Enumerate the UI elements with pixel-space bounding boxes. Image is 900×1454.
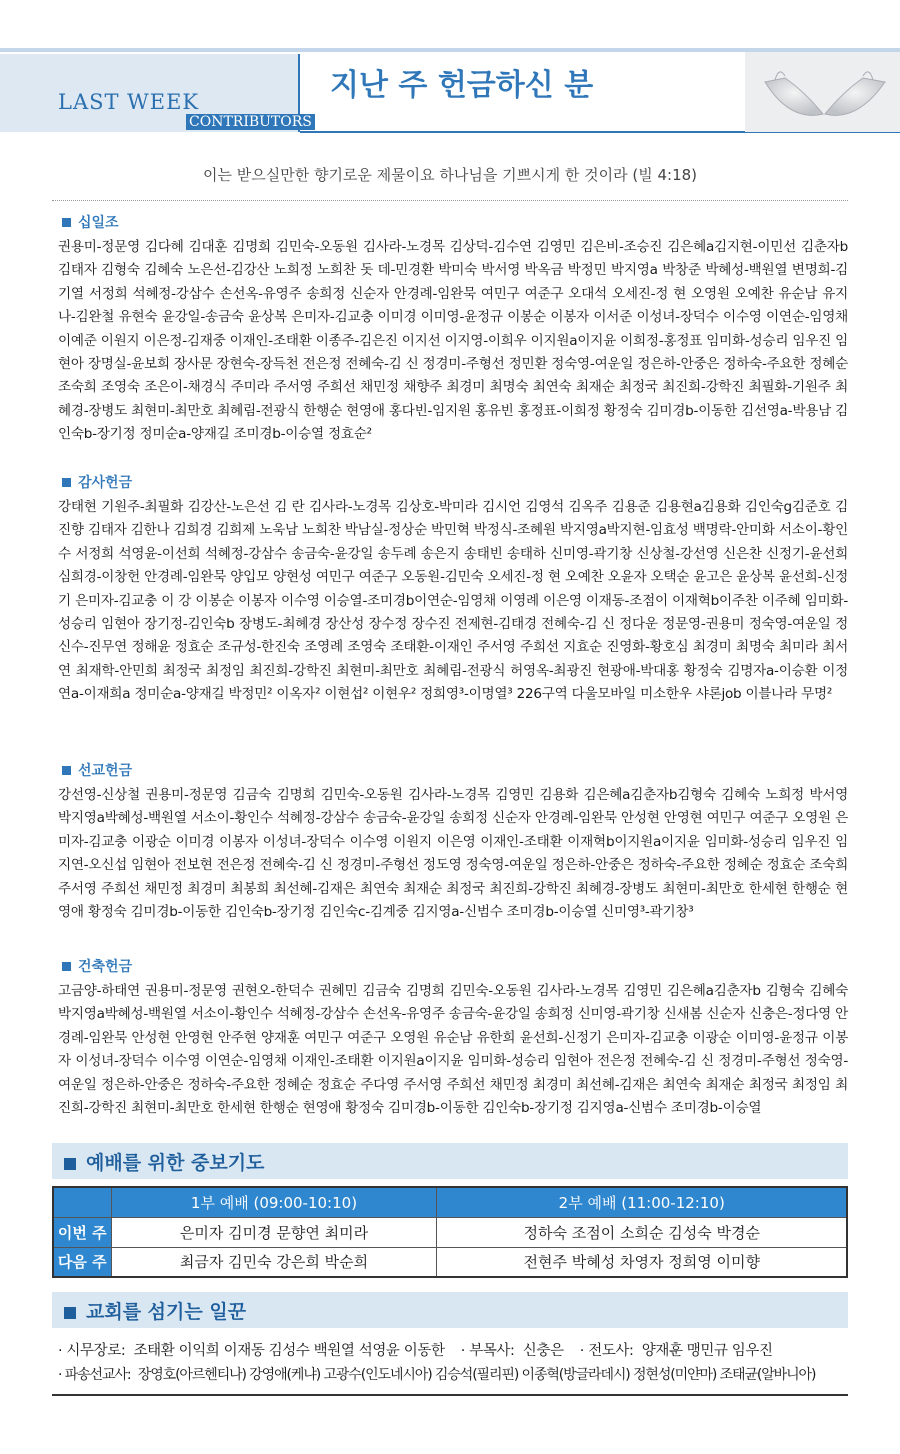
section-title-text: 선교헌금 <box>78 763 133 779</box>
contributor-list: 고금양-하태연 권용미-정문영 권현오-한덕수 권혜민 김금숙 김명희 김민숙-오동원 김사라-노경목 김영민 김은혜a김춘자b 김형숙 김혜숙 박지영a박혜성-백원열 서소이-황인수 석혜정-강삼수 손선옥-유영주 송금숙-윤강일 송희정 신미영-곽기창 신새봄 신순자 신충은-정다영 안경례-임완묵 안성현 안영현 안주현 양재훈 여민구 여준구 오영원 유순남 유한희 윤선희-신정기 은미자-김교충 이광순 이미영-윤정규 이봉자 이성녀-장덕수 이수영 이연순-임영채 이재인-조태환 이지원a이지윤 임미화-성승리 임현아 전은정 전혜숙-김 신 정경미-주형선 정숙영-여운일 정은하-안중은 정하숙-주요한 정혜순 정효순 주다영 주서영 주희선 채민정 최경미 최선혜-김재은 최연숙 최재순 최정국 최정임 최진희-강학진 최현미-최만호 한세현 한행순 현영애 황정숙 김미경b-이동한 김인숙b-장기정 김지영a-신범수 조미경b-이승열 <box>58 983 848 1117</box>
bottom-divider <box>52 1394 848 1396</box>
evangelist-label: · 전도사: <box>579 1343 634 1359</box>
contributor-list: 강선영-신상철 권용미-정문영 김금숙 김명희 김민숙-오동원 김사라-노경목 김영민 김용화 김은혜a김춘자b김형숙 김혜숙 노희정 박서영 박지영a박혜성-백원열 서소이-황인수 석혜정-강삼수 송금숙-윤강일 송희정 신순자 안경례-임완묵 안성현 안영현 여민구 여준구 오영원 은미자-김교충 이광순 이미경 이봉자 이성녀-장덕수 이수영 이원지 이은영 이재인-조태환 이재혁b이지원a이지윤 임미화-성승리 임우진 임지연-오신섭 임현아 전보현 전은정 전혜숙-김 신 정경미-주형선 정도영 정숙영-여운일 정은하-안중은 정하숙-주요한 정혜순 정효순 조숙희 주서영 주희선 채민정 최경미 최봉희 최선혜-김재은 최연숙 최재순 최정국 최진희-강학진 최혜경-장병도 최현미-최만호 한세현 한행순 현영애 황정숙 김미경b-이동한 김인숙b-장기정 김인숙c-김계중 김지영a-신범수 조미경b-이승열 신미영³-곽기창³ <box>58 787 848 921</box>
section-title <box>58 760 848 780</box>
contributors-label: CONTRIBUTORS <box>186 114 315 130</box>
evangelist-names: 양재훈 맹민규 임우진 <box>641 1343 773 1359</box>
last-week-label: LAST WEEK <box>58 90 200 114</box>
square-bullet-icon <box>62 218 71 227</box>
section-title-text: 감사헌금 <box>78 475 133 491</box>
associate-pastor-name: 신충은 <box>522 1343 564 1359</box>
elders-label: · 시무장로: <box>58 1343 126 1359</box>
section-title-text: 십일조 <box>78 215 119 231</box>
column-header-first-service: 1부 예배 (09:00-10:10) <box>111 1187 437 1217</box>
section-tithe <box>58 212 848 447</box>
table-row <box>53 1217 847 1247</box>
table-cell: 은미자 김미경 문향연 최미라 <box>111 1217 437 1247</box>
contributor-list: 강태현 기원주-최필화 김강산-노은선 김 란 김사라-노경목 김상호-박미라 김시언 김영석 김옥주 김용준 김용현a김용화 김인숙g김준호 김진향 김태자 김한나 김희경 김희제 노욱남 노희찬 박남실-정상순 박민혁 박정식-조혜원 박지영a박지현-임효성 백명락-안미화 서소이-황인수 서정희 석영윤-이선희 석혜정-강삼수 송금숙-윤강일 송두례 송은지 송태빈 송태하 신미영-곽기창 신상철-강선영 신은찬 신정기-윤선희 심희경-이창헌 안경례-임완묵 양입모 양현성 여민구 여준구 오동원-김민숙 오세진-정 현 오예찬 오윤자 오택순 윤고은 윤상복 윤선희-신정기 은미자-김교충 이 강 이봉순 이봉자 이수영 이승열-조미경b이연순-임영채 이영례 이은영 이재동-조점이 이재혁b이주찬 이주혜 임미화-성승리 임현아 장기정-김인숙b 장병도-최혜경 장산성 장수정 장수진 전제현-김태경 전혜숙-김 신 정다운 정문영-권용미 정숙영-여운일 정신수-진무연 정해윤 정효순 조규성-한진숙 조영례 조영숙 조태환-이재인 주서영 주희선 지효순 진영화-황호심 최경미 최명숙 최미라 최서연 최재학-안민희 최정국 최정임 최진희-강학진 최현미-최만호 최혜림-전광식 허영옥-최광진 현광애-박대홍 황정숙 김명자a-이승환 이정연a-이재희a 정미순a-양재길 박정민² 이옥자² 이현섭² 이현우² 정희영³-이명열³ 226구역 다울모바일 미소한우 샤론job 이블나라 무명² <box>58 499 848 703</box>
row-label: 이번 주 <box>53 1217 111 1247</box>
prayer-section-title <box>64 1148 264 1175</box>
staff-line-1 <box>58 1339 848 1360</box>
section-mission <box>58 760 848 924</box>
associate-pastor-label: · 부목사: <box>460 1343 515 1359</box>
prayer-title-text: 예배를 위한 중보기도 <box>86 1152 265 1174</box>
missionaries-label: · 파송선교사: <box>58 1367 131 1383</box>
section-title <box>58 956 848 976</box>
staff-section-title <box>64 1297 246 1324</box>
contributor-list: 권용미-정문영 김다혜 김대훈 김명희 김민숙-오동원 김사라-노경목 김상덕-김수연 김영민 김은비-조승진 김은혜a김지현-이민선 김춘자b김태자 김형숙 김혜숙 노은선-김강산 노희정 노희찬 돗 데-민경환 박미숙 박서영 박옥금 박정민 박지영a 박창준 박혜성-백원열 변명희-김기열 서정희 석혜정-강삼수 손선옥-유영주 송희정 신순자 안경례-임완묵 여민구 여준구 오대석 오세진-정 현 오영원 오예찬 유순남 유지나-김완철 유현숙 윤강일-송금숙 윤상복 은미자-김교충 이미경 이미영-윤정규 이봉순 이봉자 이서준 이성녀-장덕수 이수영 이연순-임영채 이예준 이원지 이은정-김재중 이재인-조태환 이종주-김은진 이지선 이지영-이희우 이지원a이지윤 이희정-홍정표 임미화-성승리 임우진 임현아 장명실-윤보희 장사문 장현숙-장득천 전은정 전혜숙-김 신 정경미-주형선 정민환 정숙영-여운일 정은하-안중은 정하숙-주요한 정혜순 조숙희 조영숙 조은이-채경식 주미라 주서영 주희선 채민정 채향주 최경미 최명숙 최연숙 최재순 최정국 최진희-강학진 최필화-기원주 최혜경-장병도 최현미-최만호 최혜림-전광식 한행순 현영애 홍다빈-임지원 홍유빈 홍정표-이희정 황정숙 김미경b-이동한 김선영a-박용남 김인숙b-장기정 정미순a-양재길 조미경b-이승열 정효순² <box>58 239 848 443</box>
elders-names: 조태환 이익희 이재동 김성수 백원열 석영윤 이동한 <box>133 1343 445 1359</box>
open-hands-icon <box>745 52 900 132</box>
table-cell: 전현주 박혜성 차영자 정희영 이미향 <box>437 1247 847 1277</box>
square-bullet-icon <box>62 766 71 775</box>
table-cell: 최금자 김민숙 강은희 박순희 <box>111 1247 437 1277</box>
missionaries-names: 장영호(아르헨티나) 강영애(케냐) 고광수(인도네시아) 김승석(필리핀) 이종혁(방글라데시) 정현성(미얀마) 조태균(알바니아) <box>137 1367 816 1383</box>
section-title <box>58 472 848 492</box>
square-bullet-icon <box>62 478 71 487</box>
prayer-section-bar <box>52 1143 848 1179</box>
square-bullet-icon <box>64 1158 76 1170</box>
page-title: 지난 주 헌금하신 분 <box>330 68 594 103</box>
bible-verse: 이는 받으실만한 향기로운 제물이요 하나님을 기쁘시게 한 것이라 (빌 4:18) <box>202 166 698 184</box>
staff-section-bar <box>52 1292 848 1328</box>
table-row <box>53 1247 847 1277</box>
square-bullet-icon <box>64 1307 76 1319</box>
staff-title-text: 교회를 섬기는 일꾼 <box>86 1301 247 1323</box>
section-building <box>58 956 848 1120</box>
section-title <box>58 212 848 232</box>
prayer-table <box>52 1186 848 1278</box>
divider <box>52 200 848 201</box>
row-label: 다음 주 <box>53 1247 111 1277</box>
table-header-row <box>53 1187 847 1217</box>
table-cell: 정하숙 조점이 소희순 김성숙 박경순 <box>437 1217 847 1247</box>
column-header-second-service: 2부 예배 (11:00-12:10) <box>437 1187 847 1217</box>
section-title-text: 건축헌금 <box>78 959 133 975</box>
section-thanksgiving <box>58 472 848 707</box>
table-corner <box>53 1187 111 1217</box>
square-bullet-icon <box>62 962 71 971</box>
staff-line-2 <box>58 1364 848 1384</box>
